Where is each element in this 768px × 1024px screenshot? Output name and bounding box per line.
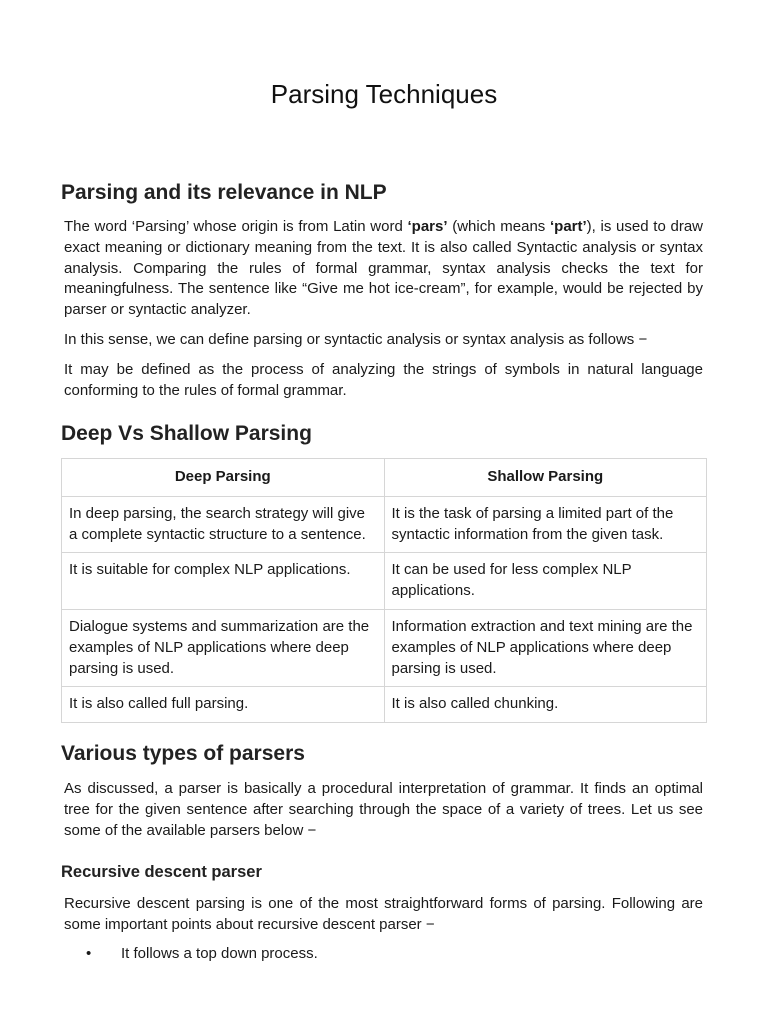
comparison-table — [61, 458, 707, 723]
table-row — [62, 687, 707, 723]
table-cell: It is the task of parsing a limited part of the syntactic information from the given task. — [384, 496, 707, 553]
paragraph-definition: It may be defined as the process of analyzing the strings of symbols in natural language conforming to the rules of formal grammar. — [64, 361, 703, 399]
subsection-heading-recursive-descent: Recursive descent parser — [61, 863, 262, 881]
table-row — [62, 609, 707, 686]
bullet-icon: • — [86, 945, 92, 962]
table-row — [62, 496, 707, 553]
text-run: ), is used to draw exact meaning or dictionary meaning from the text. It is also called Syntactic analysis or syntax analysis. Comparing the rules of formal grammar, syntax analysis checks the text for meaningfulness. The sentence like “Give me hot ice-cream”, for example, would be rejected by parser or syntactic analyzer. — [64, 218, 703, 319]
paragraph-parsers-intro: As discussed, a parser is basically a procedural interpretation of grammar. It finds an optimal tree for the given sentence after searching through the space of a variety of trees. Let us see some of the available parsers below − — [64, 780, 703, 839]
table-cell: It is also called full parsing. — [62, 687, 385, 723]
bold-term-part: ‘part’ — [549, 218, 587, 235]
table-cell: It can be used for less complex NLP applications. — [384, 553, 707, 610]
table-header-shallow: Shallow Parsing — [384, 459, 707, 497]
paragraph-parsing-definition — [64, 217, 703, 321]
document-title: Parsing Techniques — [270, 79, 498, 109]
table-cell: In deep parsing, the search strategy will give a complete syntactic structure to a sentence. — [62, 496, 385, 553]
table-row — [62, 553, 707, 610]
table-cell: It is also called chunking. — [384, 687, 707, 723]
section-heading-deep-vs-shallow: Deep Vs Shallow Parsing — [61, 422, 312, 445]
paragraph-recursive-descent: Recursive descent parsing is one of the most straightforward forms of parsing. Following are some important points about recursive descent parser − — [64, 895, 703, 933]
table-header-row — [62, 459, 707, 497]
list-item: It follows a top down process. — [121, 945, 318, 962]
table-cell: It is suitable for complex NLP applications. — [62, 553, 385, 610]
text-run: The word ‘Parsing’ whose origin is from Latin word — [64, 218, 408, 235]
table-header-deep: Deep Parsing — [62, 459, 385, 497]
table-cell: Dialogue systems and summarization are the examples of NLP applications where deep parsing is used. — [62, 609, 385, 686]
section-heading-types-of-parsers: Various types of parsers — [61, 742, 305, 765]
section-heading-parsing-relevance: Parsing and its relevance in NLP — [61, 181, 387, 204]
bold-term-pars: ‘pars’ — [407, 218, 448, 235]
table-cell: Information extraction and text mining are the examples of NLP applications where deep parsing is used. — [384, 609, 707, 686]
text-run: (which means — [447, 218, 550, 235]
paragraph-define-intro: In this sense, we can define parsing or syntactic analysis or syntax analysis as follows − — [64, 331, 648, 348]
